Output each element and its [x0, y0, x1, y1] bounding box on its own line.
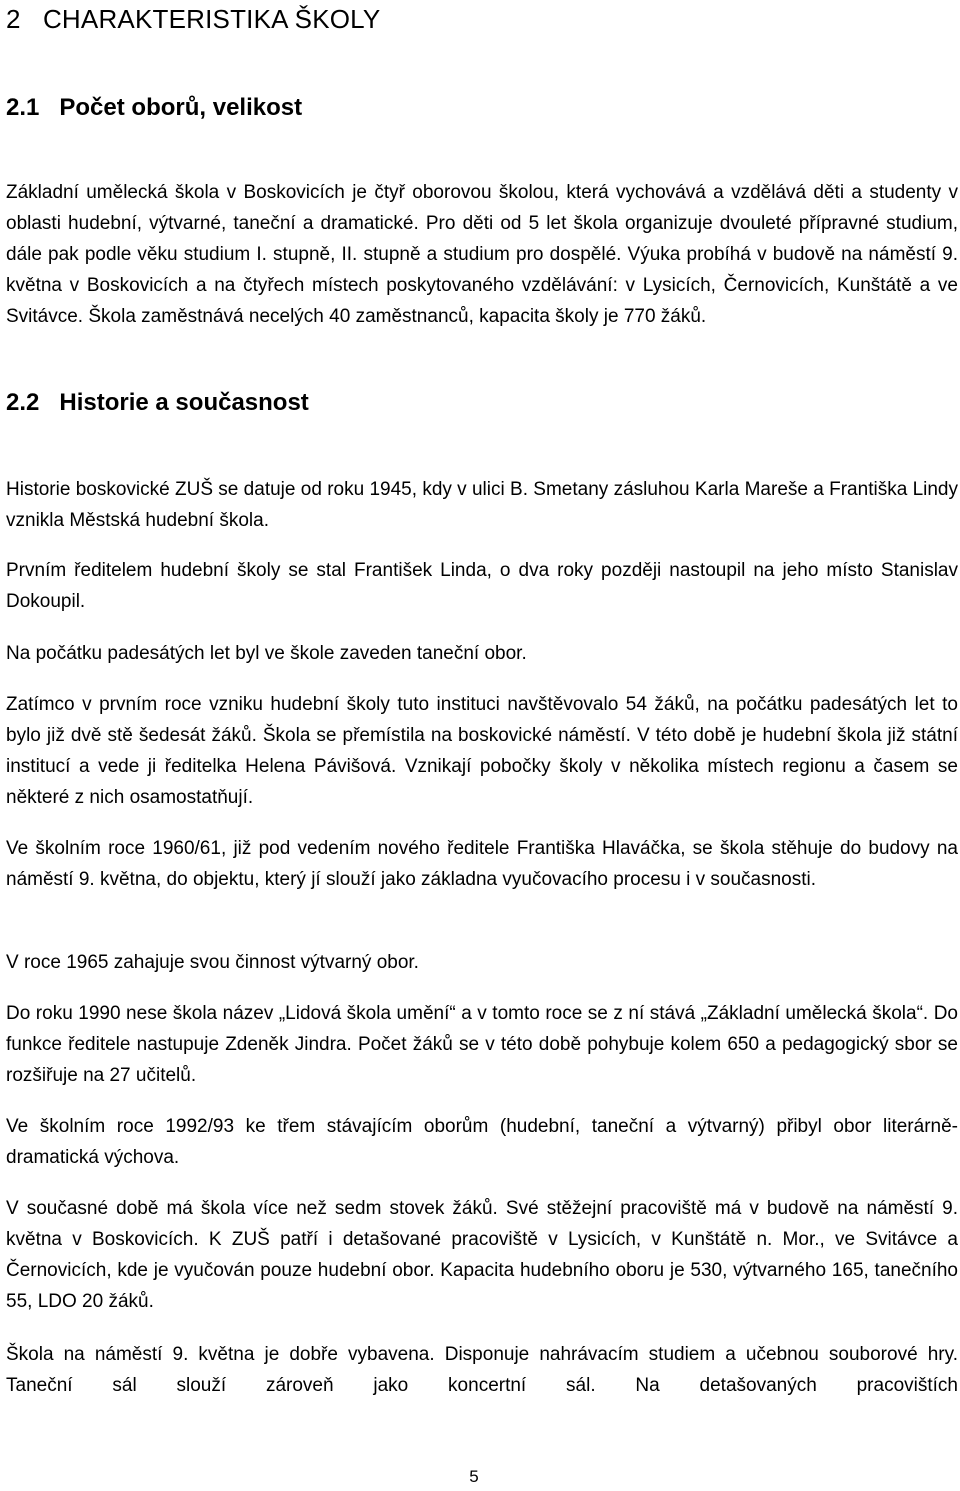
chapter-title: CHARAKTERISTIKA ŠKOLY — [42, 4, 381, 34]
paragraph-present: V současné době má škola více než sedm stovek žáků. Své stěžejní pracoviště má v budově na náměstí 9. května v Boskovicích. K ZUŠ patří i detašované pracoviště v Lysicích, v Kunštátě n. Mor., ve Svitávce a Černovicích, kde je vyučován pouze hudební obor. Kapacita hudebního oboru je 530, výtvarného 165, tanečního 55, LDO 20 žáků. — [6, 1198, 958, 1312]
paragraph-growth: Zatímco v prvním roce vzniku hudební školy tuto instituci navštěvovalo 54 žáků, na počátku padesátých let to bylo již dvě stě šedesát žáků. Škola se přemístila na boskovické náměstí. V této době je hudební škola již státní institucí a vede ji ředitelka Helena Pávišová. Vznikají pobočky školy v několika místech regionu a časem se některé z nich osamostatňují. — [6, 694, 958, 808]
paragraph-dance-field: Na počátku padesátých let byl ve škole zaveden taneční obor. — [6, 643, 527, 664]
page-number: 5 — [469, 1467, 479, 1486]
paragraph-school-overview: Základní umělecká škola v Boskovicích je čtyř oborovou školou, která vychovává a vzdělává děti a studenty v oblasti hudební, výtvarné, taneční a dramatické. Pro děti od 5 let škola organizuje dvouleté přípravné studium, dále pak podle věku studium I. stupně, II. stupně a studium pro dospělé. Výuka probíhá v budově na náměstí 9. května v Boskovicích a na čtyřech místech poskytovaného vzdělávání: v Lysicích, Černovicích, Kunštátě a ve Svitávce. Škola zaměstnává necelých 40 zaměstnanců, kapacita školy je 770 žáků. — [6, 182, 958, 327]
section-heading-2-2 — [6, 388, 309, 418]
section-title: Historie a současnost — [59, 389, 309, 416]
paragraph-1965: V roce 1965 zahajuje svou činnost výtvarný obor. — [6, 952, 419, 973]
paragraph-equipment: Škola na náměstí 9. května je dobře vybavena. Disponuje nahrávacím studiem a učebnou souborové hry. Taneční sál slouží zároveň jako koncertní sál. Na detašovaných pracovištích — [6, 1344, 958, 1396]
paragraph-history-origin: Historie boskovické ZUŠ se datuje od roku 1945, kdy v ulici B. Smetany zásluhou Karla Mareše a Františka Lindy vznikla Městská hudební škola. — [6, 479, 958, 531]
paragraph-1990: Do roku 1990 nese škola název „Lidová škola umění“ a v tomto roce se z ní stává „Základní umělecká škola“. Do funkce ředitele nastupuje Zdeněk Jindra. Počet žáků se v této době pohybuje kolem 650 a pedagogický sbor se rozšiřuje na 27 učitelů. — [6, 1003, 958, 1086]
chapter-number: 2 — [6, 4, 21, 34]
paragraph-1992: Ve školním roce 1992/93 ke třem stávajícím oborům (hudební, taneční a výtvarný) přibyl obor literárně-dramatická výchova. — [6, 1116, 958, 1168]
section-heading-2-1 — [6, 93, 302, 123]
section-number: 2.1 — [6, 94, 40, 121]
paragraph-first-director: Prvním ředitelem hudební školy se stal František Linda, o dva roky později nastoupil na jeho místo Stanislav Dokoupil. — [6, 560, 958, 612]
section-number: 2.2 — [6, 389, 40, 416]
chapter-heading — [6, 2, 380, 36]
paragraph-1960: Ve školním roce 1960/61, již pod vedením nového ředitele Františka Hlaváčka, se škola stěhuje do budovy na náměstí 9. května, do objektu, který jí slouží jako základna vyučovacího procesu i v současnosti. — [6, 838, 958, 890]
section-title: Počet oborů, velikost — [59, 94, 303, 121]
